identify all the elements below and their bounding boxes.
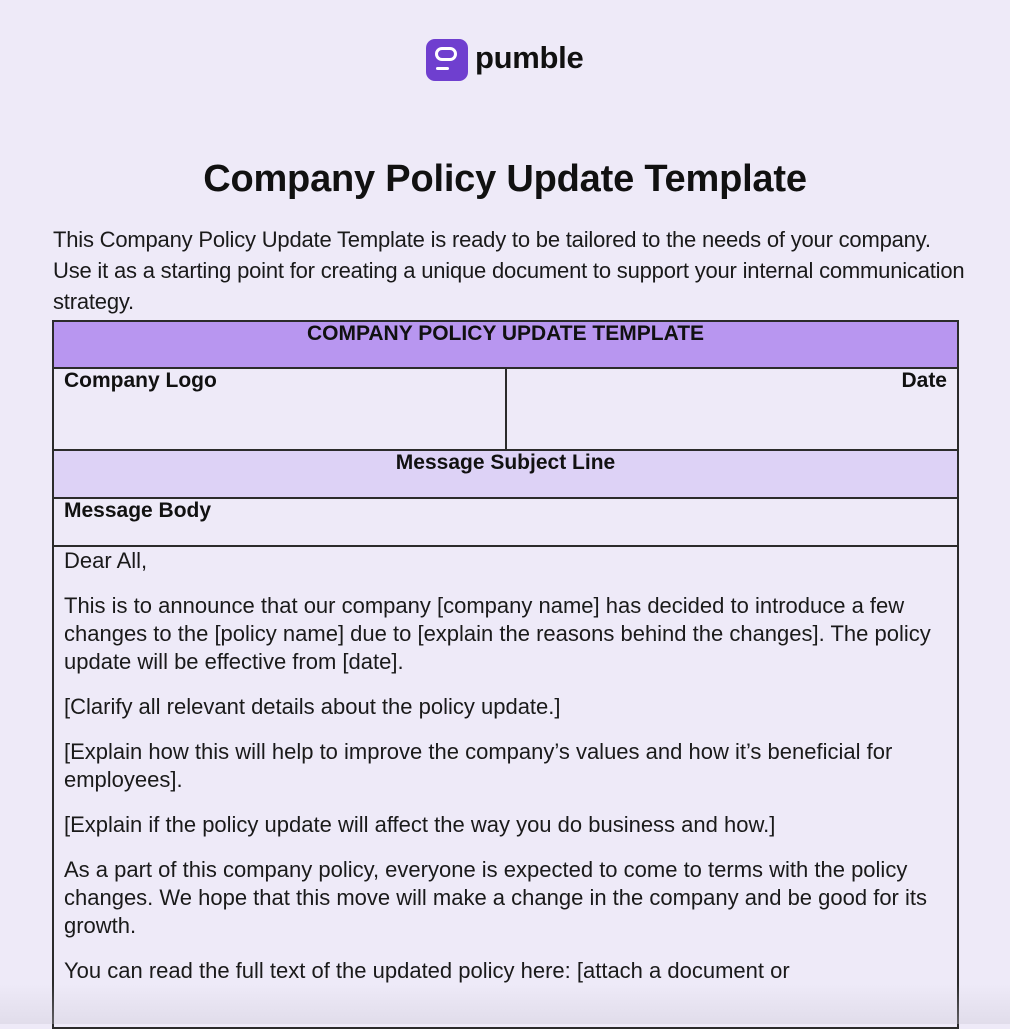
pumble-logo	[426, 39, 583, 81]
body-label-row	[53, 498, 958, 546]
body-paragraph-expectation: As a part of this company policy, everyone is expected to come to terms with the policy changes. We hope that this move will make a change in the company and be good for its growth.	[64, 857, 927, 938]
template-header: COMPANY POLICY UPDATE TEMPLATE	[53, 321, 958, 368]
body-paragraph-full-text: You can read the full text of the updated policy here: [attach a document or	[64, 958, 790, 983]
message-body-cell	[53, 546, 958, 1028]
body-paragraph-benefits: [Explain how this will help to improve the company’s values and how it’s beneficial for employees].	[64, 739, 893, 792]
logo-date-row	[53, 368, 958, 450]
policy-template-table	[52, 320, 959, 1029]
template-header-row	[53, 321, 958, 368]
intro-text: This Company Policy Update Template is ready to be tailored to the needs of your company. Use it as a starting point for creating a unique document to support your internal communication strategy.	[53, 227, 965, 314]
date-cell: Date	[506, 368, 958, 450]
body-paragraph-announcement: This is to announce that our company [company name] has decided to introduce a few changes to the [policy name] due to [explain the reasons behind the changes]. The policy update will be effective from [date].	[64, 593, 931, 674]
brand-name: pumble	[475, 40, 584, 75]
message-body-label: Message Body	[53, 498, 958, 546]
subject-line-cell: Message Subject Line	[53, 450, 958, 498]
body-paragraph-impact: [Explain if the policy update will affect the way you do business and how.]	[64, 812, 776, 837]
page-title: Company Policy Update Template	[203, 158, 807, 200]
body-paragraph-greeting: Dear All,	[64, 548, 148, 573]
pumble-chat-icon	[426, 39, 468, 81]
body-content-row	[53, 546, 958, 1028]
company-logo-cell: Company Logo	[53, 368, 506, 450]
subject-row	[53, 450, 958, 498]
body-paragraph-clarify: [Clarify all relevant details about the policy update.]	[64, 694, 561, 719]
